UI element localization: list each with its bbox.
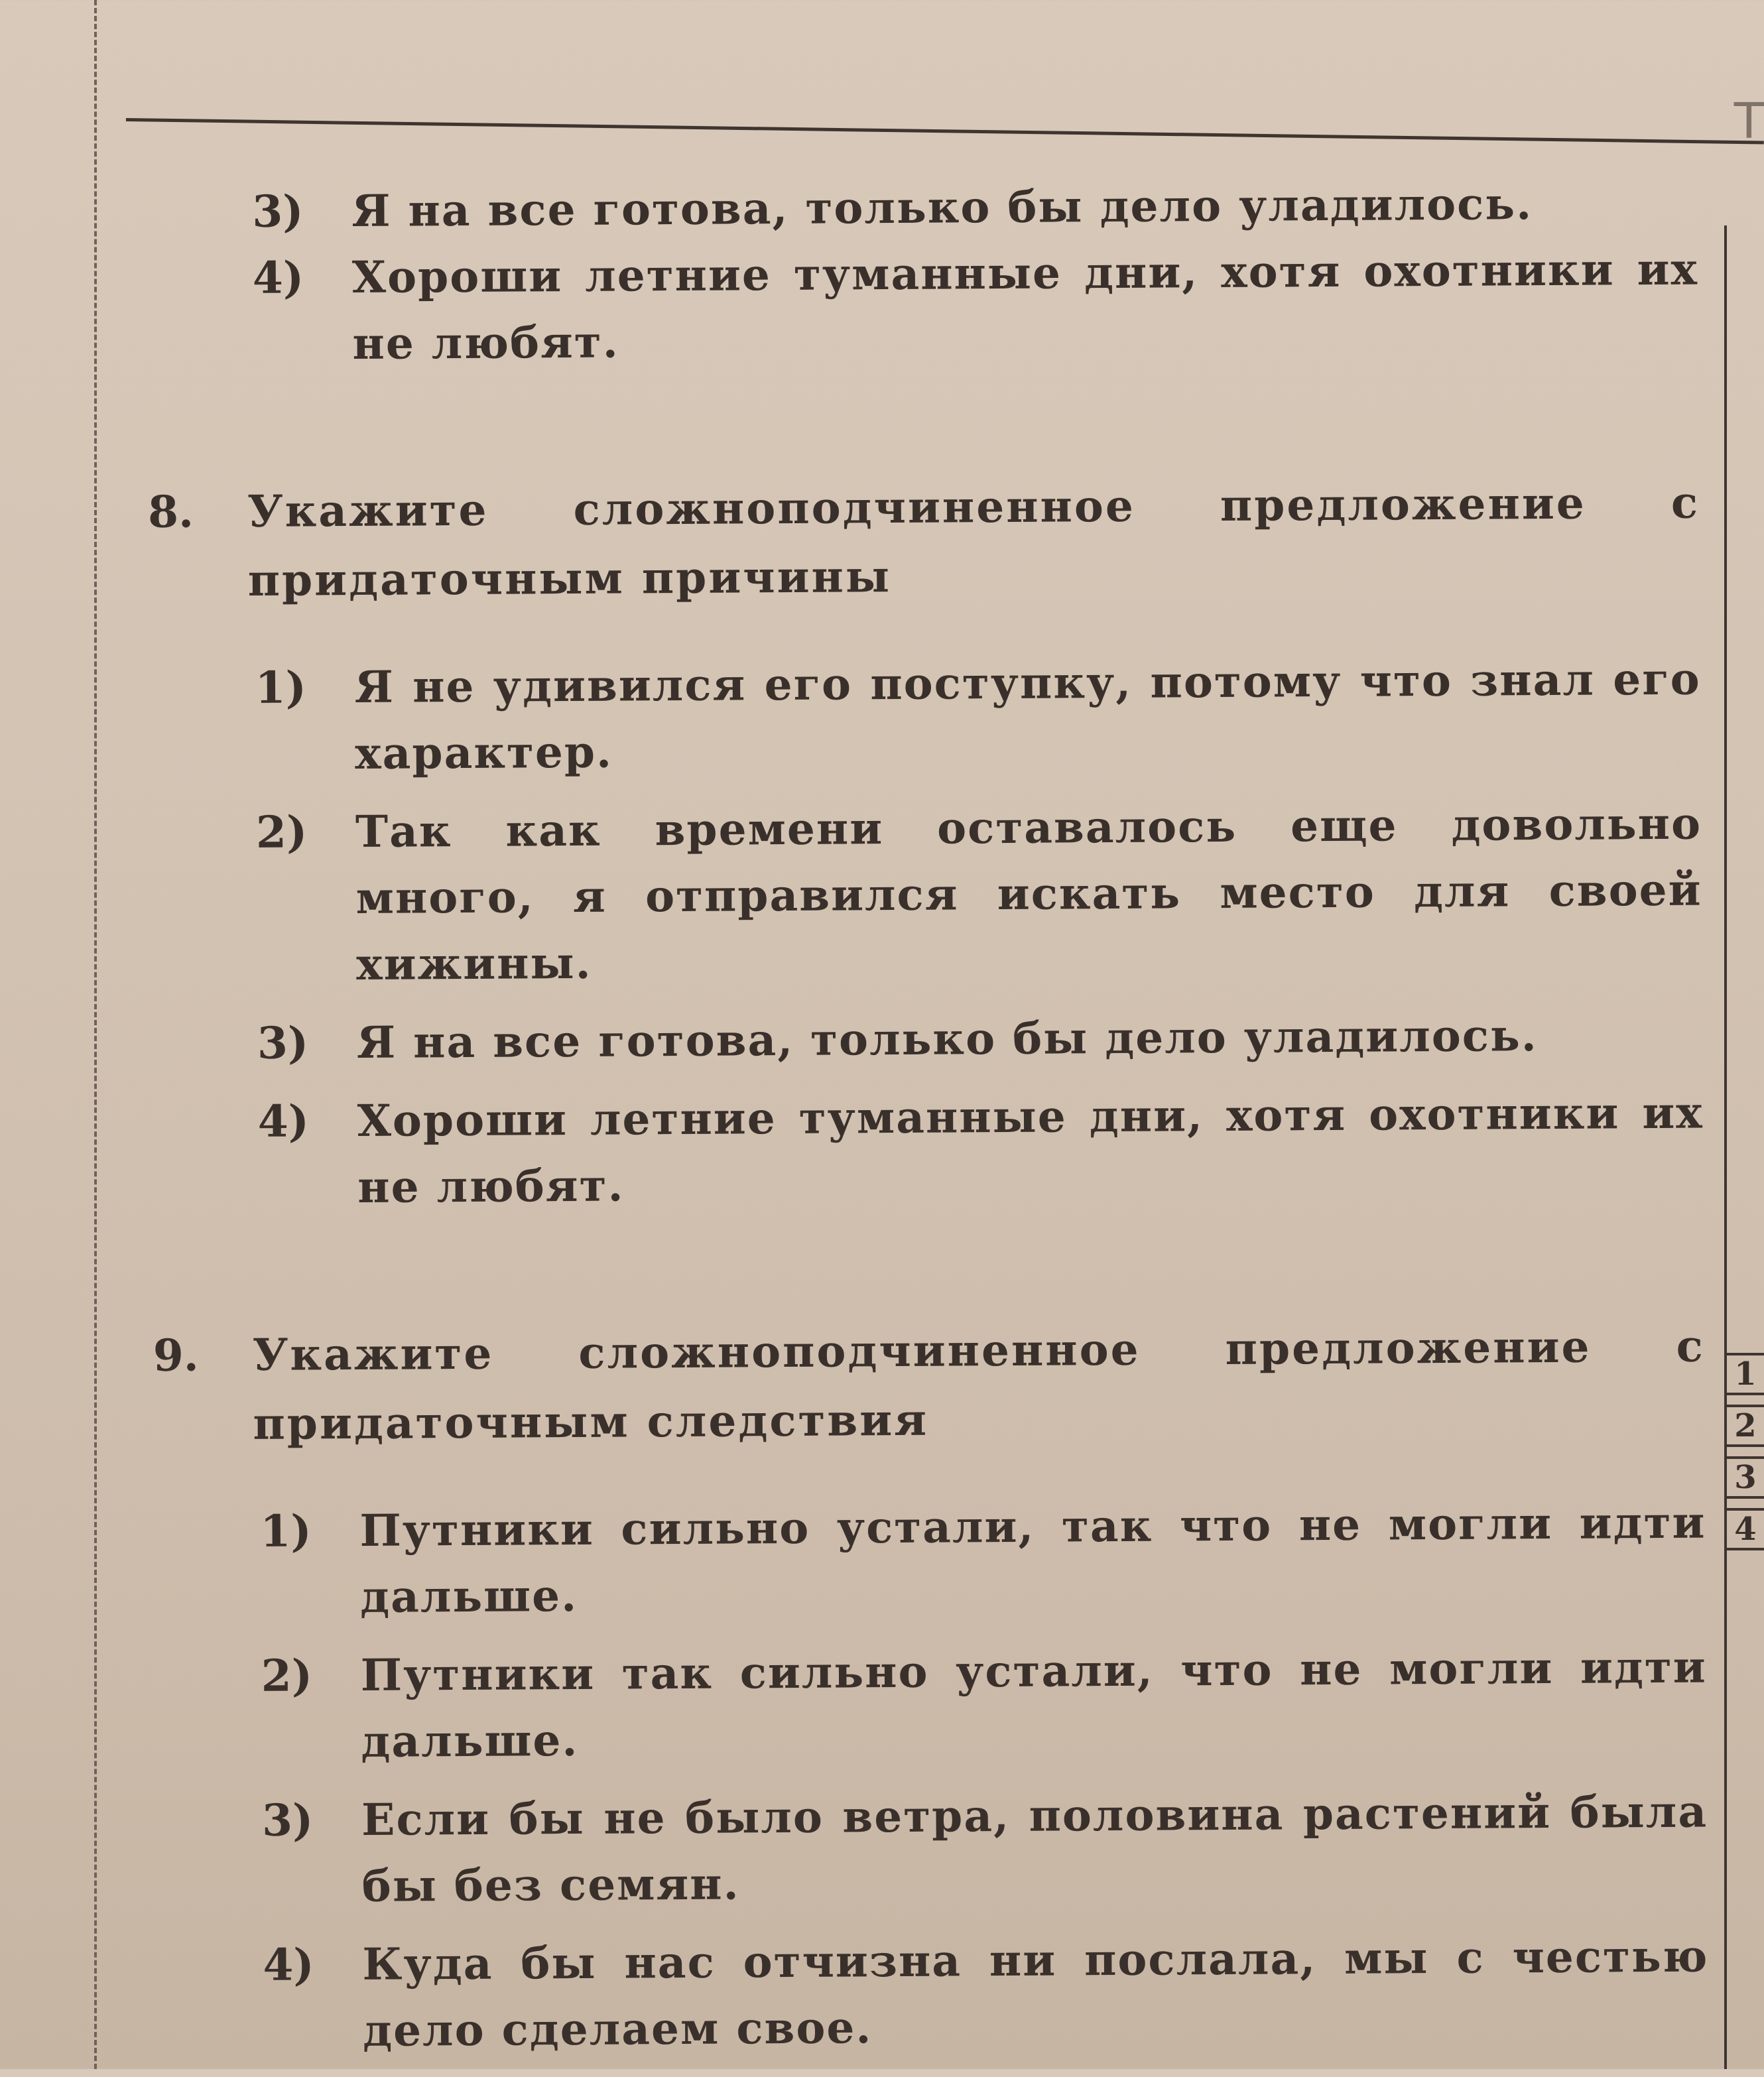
option-text: Так как времени оставалось еще довольно много, я отправился искать место для своей хижины. (355, 797, 1702, 990)
option-text: Хороши летние туманные дни, хотя охотники их не любят. (357, 1086, 1704, 1213)
corner-letter: Т (1733, 93, 1764, 150)
answer-boxes (1724, 1353, 1764, 1560)
option-item (138, 1001, 1704, 1077)
answer-box[interactable]: 3 (1724, 1456, 1764, 1499)
answer-box[interactable]: 2 (1724, 1405, 1764, 1447)
cut-line-dashed (94, 0, 97, 2069)
question-number: 8. (147, 485, 194, 538)
option-number: 2) (261, 1649, 313, 1702)
option-item (138, 1080, 1704, 1222)
answer-box[interactable]: 1 (1724, 1353, 1764, 1395)
option-item (135, 646, 1701, 788)
page-right-rule (1724, 225, 1727, 2069)
answer-box[interactable]: 4 (1724, 1508, 1764, 1550)
option-number: 4) (257, 1095, 310, 1147)
option-number: 1) (255, 661, 307, 714)
option-item (133, 236, 1699, 378)
question-8 (135, 468, 1700, 615)
option-number: 4) (263, 1938, 314, 1991)
option-item (143, 1923, 1709, 2065)
option-text: Путники так сильно устали, что не могли идти дальше. (360, 1641, 1707, 1767)
option-number: 1) (260, 1505, 312, 1557)
option-item (141, 1634, 1707, 1776)
page-content (133, 170, 1709, 2077)
option-text: Если бы не было ветра, половина растений была бы без семян. (361, 1785, 1708, 1912)
option-text: Куда бы нас отчизна ни послала, мы с честью дело сделаем свое. (362, 1930, 1709, 2056)
option-text: Я на все готова, только бы дело уладилось. (351, 178, 1533, 237)
option-number: 2) (255, 806, 308, 858)
question-9 (140, 1312, 1706, 1459)
option-text: Я на все готова, только бы дело уладилось. (356, 1009, 1538, 1068)
question-number: 9. (153, 1329, 199, 1381)
option-text: Хороши летние туманные дни, хотя охотники их не любят. (351, 243, 1699, 369)
option-number: 3) (252, 185, 304, 237)
continued-options (133, 170, 1699, 378)
question-text: Укажите сложноподчиненное предложение с придаточным следствия (252, 1320, 1706, 1450)
option-item (141, 1489, 1706, 1631)
option-item (137, 790, 1703, 999)
option-number: 3) (261, 1794, 314, 1846)
option-text: Путники сильно устали, так что не могли идти дальше. (359, 1496, 1706, 1623)
option-item (133, 170, 1698, 245)
option-number: 3) (257, 1017, 309, 1069)
question-text: Укажите сложноподчиненное предложение с придаточным причины (247, 476, 1700, 606)
question-8-options (135, 646, 1704, 1222)
option-item (143, 1779, 1708, 1920)
question-9-options (141, 1489, 1709, 2065)
option-text: Я не удивился его поступку, потому что знал его характер. (354, 653, 1701, 779)
page-top-rule (126, 118, 1764, 144)
option-number: 4) (252, 251, 304, 304)
